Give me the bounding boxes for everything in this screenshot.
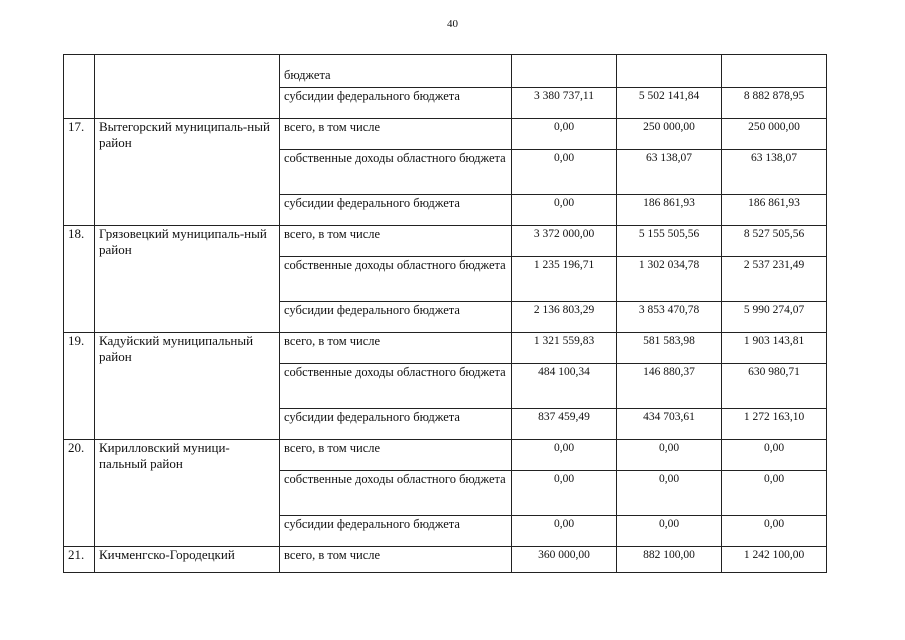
district-name: Грязовецкий муниципаль-ный район [95, 226, 280, 333]
table-row [64, 226, 827, 257]
value-cell: 3 372 000,00 [512, 226, 617, 257]
value-cell [617, 55, 722, 88]
value-cell: 1 321 559,83 [512, 333, 617, 364]
budget-type-cell: собственные доходы областного бюджета [280, 150, 512, 195]
budget-type-cell: субсидии федерального бюджета [280, 302, 512, 333]
value-cell: 250 000,00 [617, 119, 722, 150]
value-cell [512, 55, 617, 88]
value-cell: 0,00 [512, 195, 617, 226]
value-cell: 250 000,00 [722, 119, 827, 150]
value-cell: 186 861,93 [722, 195, 827, 226]
value-cell: 0,00 [722, 471, 827, 516]
value-cell [722, 55, 827, 88]
table-row [64, 440, 827, 471]
budget-type-cell: собственные доходы областного бюджета [280, 471, 512, 516]
table-row [64, 547, 827, 573]
district-name: Вытегорский муниципаль-ный район [95, 119, 280, 226]
budget-table [63, 54, 827, 573]
value-cell: 837 459,49 [512, 409, 617, 440]
value-cell: 5 990 274,07 [722, 302, 827, 333]
value-cell: 146 880,37 [617, 364, 722, 409]
budget-type-cell: всего, в том числе [280, 547, 512, 573]
value-cell: 1 903 143,81 [722, 333, 827, 364]
num-cell [64, 55, 95, 119]
budget-type-cell: субсидии федерального бюджета [280, 409, 512, 440]
value-cell: 360 000,00 [512, 547, 617, 573]
value-cell: 8 527 505,56 [722, 226, 827, 257]
page-number: 40 [447, 18, 458, 30]
value-cell: 0,00 [722, 516, 827, 547]
value-cell: 8 882 878,95 [722, 88, 827, 119]
value-cell: 3 380 737,11 [512, 88, 617, 119]
value-cell: 0,00 [512, 150, 617, 195]
district-number: 17. [64, 119, 95, 226]
value-cell: 1 272 163,10 [722, 409, 827, 440]
value-cell: 186 861,93 [617, 195, 722, 226]
table-row [64, 55, 827, 88]
budget-type-cell: всего, в том числе [280, 119, 512, 150]
value-cell: 434 703,61 [617, 409, 722, 440]
value-cell: 0,00 [617, 471, 722, 516]
value-cell: 0,00 [617, 516, 722, 547]
budget-type-cell: субсидии федерального бюджета [280, 88, 512, 119]
value-cell: 1 302 034,78 [617, 257, 722, 302]
value-cell: 882 100,00 [617, 547, 722, 573]
budget-type-cell: собственные доходы областного бюджета [280, 364, 512, 409]
value-cell: 3 853 470,78 [617, 302, 722, 333]
budget-type-cell: бюджета [280, 55, 512, 88]
value-cell: 0,00 [512, 516, 617, 547]
district-name: Кадуйский муниципальный район [95, 333, 280, 440]
value-cell: 2 136 803,29 [512, 302, 617, 333]
budget-type-cell: субсидии федерального бюджета [280, 195, 512, 226]
value-cell: 0,00 [512, 440, 617, 471]
budget-type-cell: всего, в том числе [280, 226, 512, 257]
value-cell: 1 242 100,00 [722, 547, 827, 573]
district-name: Кирилловский муници-пальный район [95, 440, 280, 547]
name-cell [95, 55, 280, 119]
value-cell: 63 138,07 [617, 150, 722, 195]
value-cell: 2 537 231,49 [722, 257, 827, 302]
table-row [64, 119, 827, 150]
district-name: Кичменгско-Городецкий [95, 547, 280, 573]
district-number: 20. [64, 440, 95, 547]
value-cell: 630 980,71 [722, 364, 827, 409]
value-cell: 484 100,34 [512, 364, 617, 409]
district-number: 19. [64, 333, 95, 440]
value-cell: 0,00 [617, 440, 722, 471]
district-number: 21. [64, 547, 95, 573]
value-cell: 5 502 141,84 [617, 88, 722, 119]
district-number: 18. [64, 226, 95, 333]
value-cell: 0,00 [512, 119, 617, 150]
budget-type-cell: собственные доходы областного бюджета [280, 257, 512, 302]
value-cell: 0,00 [512, 471, 617, 516]
budget-type-cell: субсидии федерального бюджета [280, 516, 512, 547]
value-cell: 63 138,07 [722, 150, 827, 195]
value-cell: 5 155 505,56 [617, 226, 722, 257]
value-cell: 1 235 196,71 [512, 257, 617, 302]
table-row [64, 333, 827, 364]
budget-type-cell: всего, в том числе [280, 333, 512, 364]
value-cell: 581 583,98 [617, 333, 722, 364]
budget-type-cell: всего, в том числе [280, 440, 512, 471]
value-cell: 0,00 [722, 440, 827, 471]
